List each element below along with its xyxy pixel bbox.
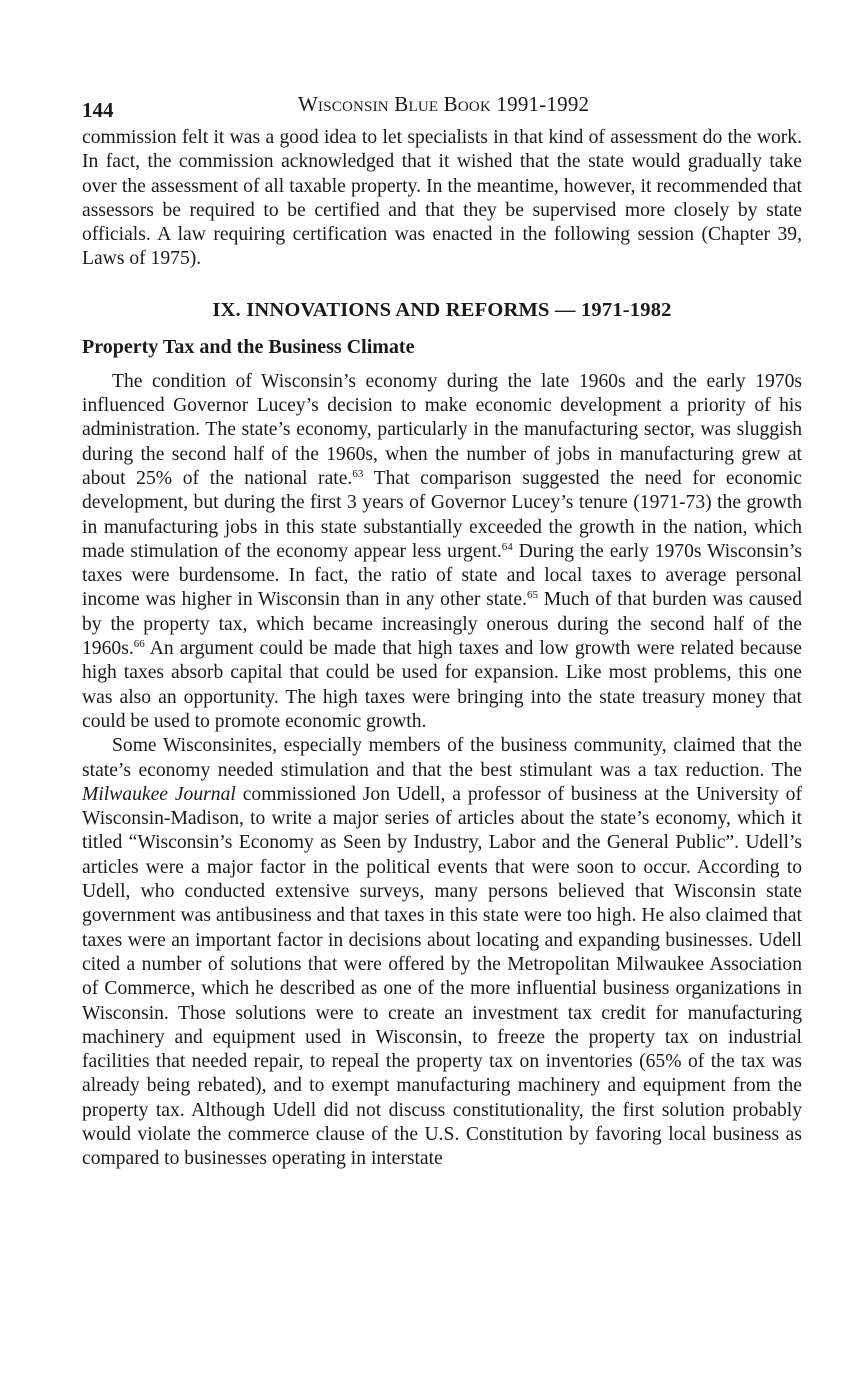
paragraph-udell bbox=[82, 734, 802, 1171]
section-title: IX. INNOVATIONS AND REFORMS — 1971-1982 bbox=[212, 298, 672, 321]
text-run: That comparison suggested the need for economic development, but during the first 3 years of Governor Lucey’s tenure (1971-73) the growth in manufacturing jobs in this state substantially exceeded the growth in the nation, which made stimulation of the economy appear less urgent. bbox=[82, 467, 803, 562]
text-run: Some Wisconsinites, especially members of the business community, claimed that the state’s economy needed stimulation and that the best stimulant was a tax reduction. The bbox=[82, 735, 802, 781]
text-run: An argument could be made that high taxes and low growth were related because high taxes absorb capital that could be used for expansion. Like most problems, this one was also an opportunity. The high taxes were bringing into the state treasury money that could be used to promote economic growth. bbox=[82, 638, 802, 732]
footnote-ref: 63 bbox=[352, 467, 364, 480]
footnote-ref: 65 bbox=[526, 589, 538, 602]
running-title-rest: Blue Book 1991-1992 bbox=[388, 92, 590, 116]
footnote-ref: 64 bbox=[501, 540, 513, 553]
running-header bbox=[82, 92, 802, 126]
running-title-prefix: Wisconsin bbox=[298, 92, 389, 116]
subsection-title: Property Tax and the Business Climate bbox=[82, 335, 415, 358]
publication-title: Milwaukee Journal bbox=[82, 783, 236, 805]
running-title bbox=[298, 92, 589, 117]
footnote-ref: 66 bbox=[133, 638, 145, 651]
paragraph-continued: commission felt it was a good idea to let specialists in that kind of assessment do the work. In fact, the commission acknowledged that it wished that the state would gradually take over the assessment of all taxable property. In the meantime, however, it recommended that assessors be required to be certified and that they be supervised more closely by state officials. A law requiring certification was enacted in the following session (Chapter 39, Laws of 1975). bbox=[82, 127, 802, 270]
text-run: commissioned Jon Udell, a professor of business at the University of Wisconsin-Madison, to write a major series of articles about the state’s economy, which it titled “Wisconsin’s Economy as Seen by Industry, Labor and the General Public”. Udell’s articles were a major factor in the political events that were soon to occur. According to Udell, who conducted extensive surveys, many persons believed that Wisconsin state government was antibusiness and that taxes in this state were too high. He also claimed that taxes were an important factor in decisions about locating and expanding businesses. Udell cited a number of solutions that were offered by the Metropolitan Milwaukee Association of Commerce, which he described as one of the more influential business organizations in Wisconsin. Those solutions were to create an investment tax credit for manufacturing machinery and equipment used in Wisconsin, to freeze the property tax on industrial facilities that needed repair, to repeal the property tax on inventories (65% of the tax was already being rebated), and to exempt manufacturing machinery and equipment from the property tax. Although Udell did not discuss constitutionality, the first solution probably would violate the commerce clause of the U.S. Constitution by favoring local business as compared to businesses operating in interstate bbox=[82, 783, 802, 1170]
text-run: During the early 1970s Wisconsin’s taxes were burdensome. In fact, the ratio of state and local taxes to average personal income was higher in Wisconsin than in any other state. bbox=[82, 540, 803, 611]
document-page bbox=[82, 92, 802, 1172]
paragraph-economy bbox=[82, 370, 802, 734]
text-run: Much of that burden was caused by the property tax, which became increasingly onerous during the second half of the 1960s. bbox=[82, 589, 803, 660]
text-run: The condition of Wisconsin’s economy during the late 1960s and the early 1970s influenced Governor Lucey’s decision to make economic development a priority of his administration. The state’s economy, particularly in the manufacturing sector, was sluggish during the second half of the 1960s, when the number of jobs in manufacturing grew at about 25% of the national rate. bbox=[82, 370, 802, 489]
page-number: 144 bbox=[82, 98, 114, 122]
